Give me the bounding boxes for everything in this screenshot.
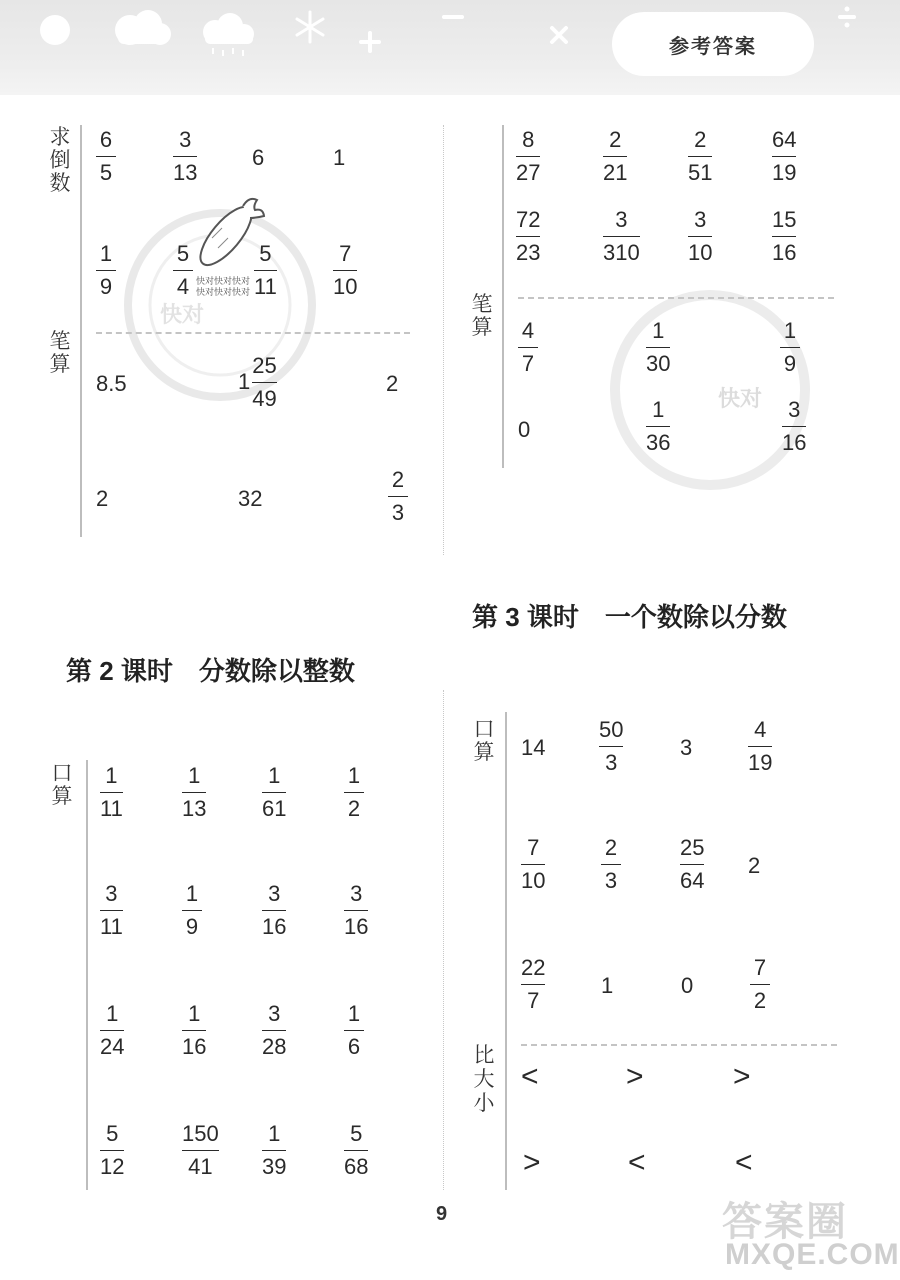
right-written-label: 笔算 (471, 293, 493, 339)
answer-item: $\frac{22}{7}$ (521, 955, 546, 1014)
answer-item: 1 $\frac{25}{49}$ (238, 353, 277, 412)
comparison-sign: < (628, 1146, 646, 1179)
site-watermark: 答案圈 (722, 1200, 848, 1244)
answer-key-badge: 参考答案 (612, 12, 814, 76)
snowflake-icon (297, 12, 323, 42)
answer-item: $\frac{3}{13}$ (173, 127, 198, 186)
answer-item: $\frac{3}{11}$ (100, 881, 123, 940)
answer-item: 1 (601, 973, 614, 998)
answer-item: $\frac{72}{23}$ (516, 207, 541, 266)
answer-item: $\frac{4}{19}$ (748, 717, 773, 776)
cloud-icon (115, 10, 171, 45)
answer-item: $\frac{64}{19}$ (772, 127, 797, 186)
answer-item: $\frac{1}{30}$ (646, 318, 671, 377)
answer-item: $\frac{3}{16}$ (262, 881, 287, 940)
answer-item: 1 (333, 145, 346, 170)
answer-item: $\frac{150}{41}$ (182, 1121, 219, 1180)
compare-label: 比大小 (473, 1044, 495, 1115)
answer-item: $\frac{1}{9}$ (96, 240, 116, 300)
watermark-text: 快对 (160, 302, 205, 327)
answer-item: $\frac{3}{28}$ (262, 1001, 287, 1060)
answer-item: $\frac{5}{68}$ (344, 1121, 369, 1180)
answer-item: $\frac{7}{2}$ (750, 954, 770, 1014)
answer-item: 2 (96, 486, 109, 511)
column-separator (443, 125, 444, 555)
answer-item: $\frac{15}{16}$ (772, 207, 797, 266)
answer-item: $\frac{3}{16}$ (782, 397, 807, 456)
answer-item: $\frac{1}{6}$ (344, 1000, 364, 1060)
divide-icon (838, 7, 856, 28)
answer-item: $\frac{1}{16}$ (182, 1001, 207, 1060)
answer-item: $\frac{2}{3}$ (388, 466, 408, 526)
lesson3-margin-line (505, 712, 507, 1190)
answer-item: $\frac{1}{9}$ (182, 880, 202, 940)
left-top-margin-line (80, 125, 82, 537)
sun-icon (40, 15, 70, 45)
comparison-sign: > (626, 1060, 644, 1093)
answer-item: 0 (681, 973, 694, 998)
answer-item: $\frac{3}{310}$ (603, 207, 640, 266)
comparison-sign: > (733, 1060, 751, 1093)
left-written-label: 笔算 (49, 330, 71, 376)
reciprocal-label: 求倒数 (49, 126, 71, 195)
answer-item: $\frac{8}{27}$ (516, 127, 541, 186)
answer-item: 2 (748, 853, 761, 878)
answer-item: $\frac{6}{5}$ (96, 126, 116, 186)
watermark-text-right: 快对 (718, 386, 763, 411)
answer-item: $\frac{2}{51}$ (688, 127, 713, 186)
answer-item: $\frac{2}{3}$ (601, 834, 621, 894)
answer-item: $\frac{4}{7}$ (518, 317, 538, 377)
answer-item: $\frac{1}{36}$ (646, 397, 671, 456)
lesson2-margin-line (86, 760, 88, 1190)
answer-item: 3 (680, 735, 693, 760)
lesson2-oral-label: 口算 (51, 762, 73, 808)
comparison-sign: < (735, 1146, 753, 1179)
watermark-small-text (196, 276, 250, 298)
answer-item: $\frac{1}{39}$ (262, 1121, 287, 1180)
plus-icon (361, 33, 379, 51)
site-watermark-url: MXQE.COM (725, 1238, 900, 1271)
column-separator (443, 690, 444, 1190)
watermark-small-line1: 快对快对快对 (196, 276, 251, 286)
answer-item: 32 (238, 486, 263, 511)
lesson3-oral-label: 口算 (473, 718, 495, 764)
page-number: 9 (436, 1203, 448, 1225)
answer-item: $\frac{2}{21}$ (603, 127, 628, 186)
comparison-sign: > (523, 1146, 541, 1179)
page-header (0, 0, 900, 95)
answer-item: 14 (521, 735, 546, 760)
comparison-sign: < (521, 1060, 539, 1093)
rain-cloud-icon (203, 13, 254, 56)
answer-item: $\frac{3}{10}$ (688, 207, 713, 266)
lesson2-title: 第 2 课时 分数除以整数 (66, 656, 355, 686)
answer-item: 0 (518, 417, 531, 442)
answer-item: 8.5 (96, 371, 127, 396)
answer-item: $\frac{7}{10}$ (333, 241, 358, 300)
lesson3-divider (521, 1044, 837, 1046)
answer-item: $\frac{50}{3}$ (599, 717, 624, 776)
answer-item: 6 (252, 145, 265, 170)
answer-item: $\frac{1}{11}$ (100, 763, 123, 822)
answer-item: $\frac{1}{9}$ (780, 317, 800, 377)
answer-item: $\frac{7}{10}$ (521, 835, 546, 894)
left-top-divider (96, 332, 410, 334)
answer-item: $\frac{1}{13}$ (182, 763, 207, 822)
right-top-divider (518, 297, 834, 299)
answer-item: $\frac{1}{2}$ (344, 762, 364, 822)
right-top-margin-line (502, 125, 504, 468)
answer-item: $\frac{5}{4}$ (173, 240, 193, 300)
answer-item: $\frac{1}{61}$ (262, 763, 287, 822)
watermark-small-line2: 快对快对快对 (196, 287, 251, 297)
answer-item: 2 (386, 371, 399, 396)
answer-item: $\frac{5}{11}$ (254, 241, 277, 300)
answer-item: $\frac{3}{16}$ (344, 881, 369, 940)
multiply-icon (552, 28, 566, 42)
answer-item: $\frac{25}{64}$ (680, 835, 705, 894)
answer-item: $\frac{5}{12}$ (100, 1121, 125, 1180)
lesson3-title: 第 3 课时 一个数除以分数 (472, 602, 787, 632)
answer-item: $\frac{1}{24}$ (100, 1001, 125, 1060)
